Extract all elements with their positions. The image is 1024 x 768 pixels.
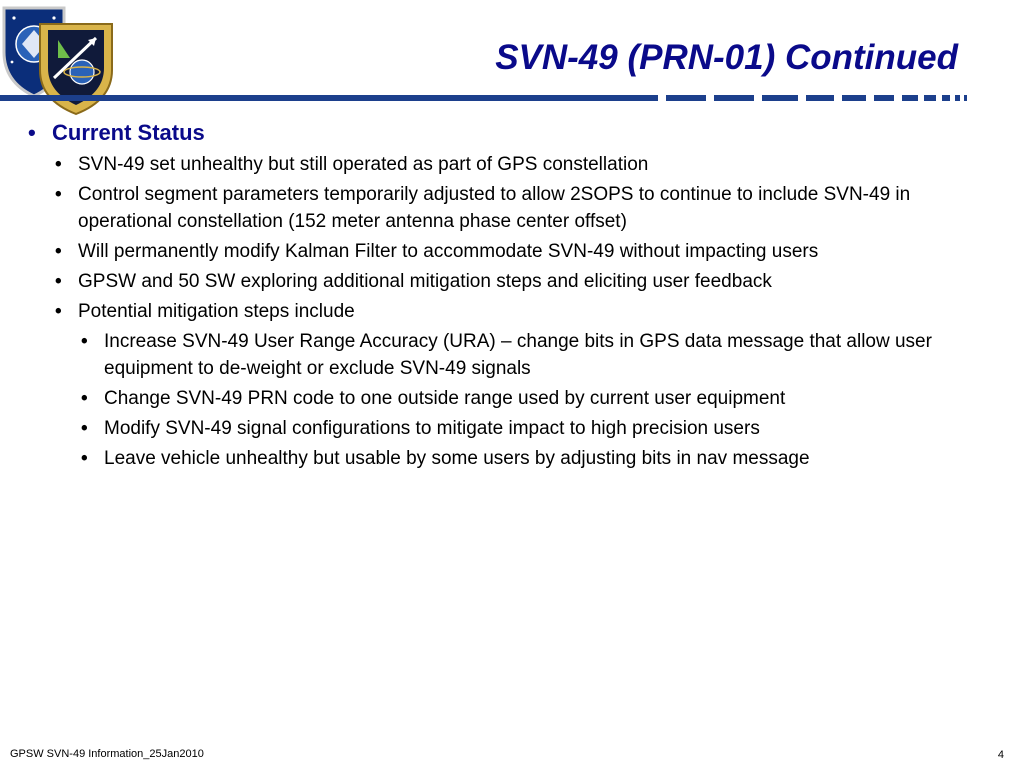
list-item (28, 298, 1003, 325)
heading-text: Current Status (52, 120, 205, 145)
bullet-icon: • (55, 184, 62, 205)
list-item-text: GPSW and 50 SW exploring additional mitigation steps and eliciting user feedback (78, 271, 772, 292)
sub-list-item (28, 415, 1003, 442)
list-item (28, 238, 1003, 265)
page-number: 4 (997, 749, 1004, 761)
sub-list-item-text: Modify SVN-49 signal configurations to mitigate impact to high precision users (104, 418, 760, 439)
sub-list-item-text: Change SVN-49 PRN code to one outside range used by current user equipment (104, 388, 786, 409)
bullet-icon: • (55, 154, 62, 175)
slide-title: SVN-49 (PRN-01) Continued (495, 38, 958, 77)
sub-list-item (28, 445, 1003, 472)
bullet-icon: • (55, 241, 62, 262)
bullet-icon: • (55, 301, 62, 322)
sub-list-item (28, 328, 1003, 382)
list-item-text: Control segment parameters temporarily adjusted to allow 2SOPS to continue to include SVN-49 in operational constellation (152 meter antenna phase center offset) (78, 184, 911, 232)
bullet-icon: • (81, 418, 88, 439)
list-item (28, 181, 1003, 235)
list-item-text: Potential mitigation steps include (78, 301, 355, 322)
list-item-text: SVN-49 set unhealthy but still operated as part of GPS constellation (78, 154, 649, 175)
list-item (28, 268, 1003, 295)
slide-body (28, 118, 1003, 472)
bullet-icon: • (55, 271, 62, 292)
list-item-text: Will permanently modify Kalman Filter to accommodate SVN-49 without impacting users (78, 241, 819, 262)
bullet-icon: • (81, 388, 88, 409)
list-item (28, 151, 1003, 178)
sub-list-item (28, 385, 1003, 412)
header-rule (0, 95, 968, 105)
bullet-icon: • (81, 448, 88, 469)
bullet-icon: • (81, 331, 88, 352)
sub-list-item-text: Leave vehicle unhealthy but usable by some users by adjusting bits in nav message (104, 448, 810, 469)
footer-caption: GPSW SVN-49 Information_25Jan2010 (10, 748, 204, 760)
bullet-heading (28, 118, 1003, 148)
bullet-icon: • (28, 120, 36, 145)
sub-list-item-text: Increase SVN-49 User Range Accuracy (URA) – change bits in GPS data message that allow user equipment to de-weight or exclude SVN-49 signals (104, 331, 932, 379)
